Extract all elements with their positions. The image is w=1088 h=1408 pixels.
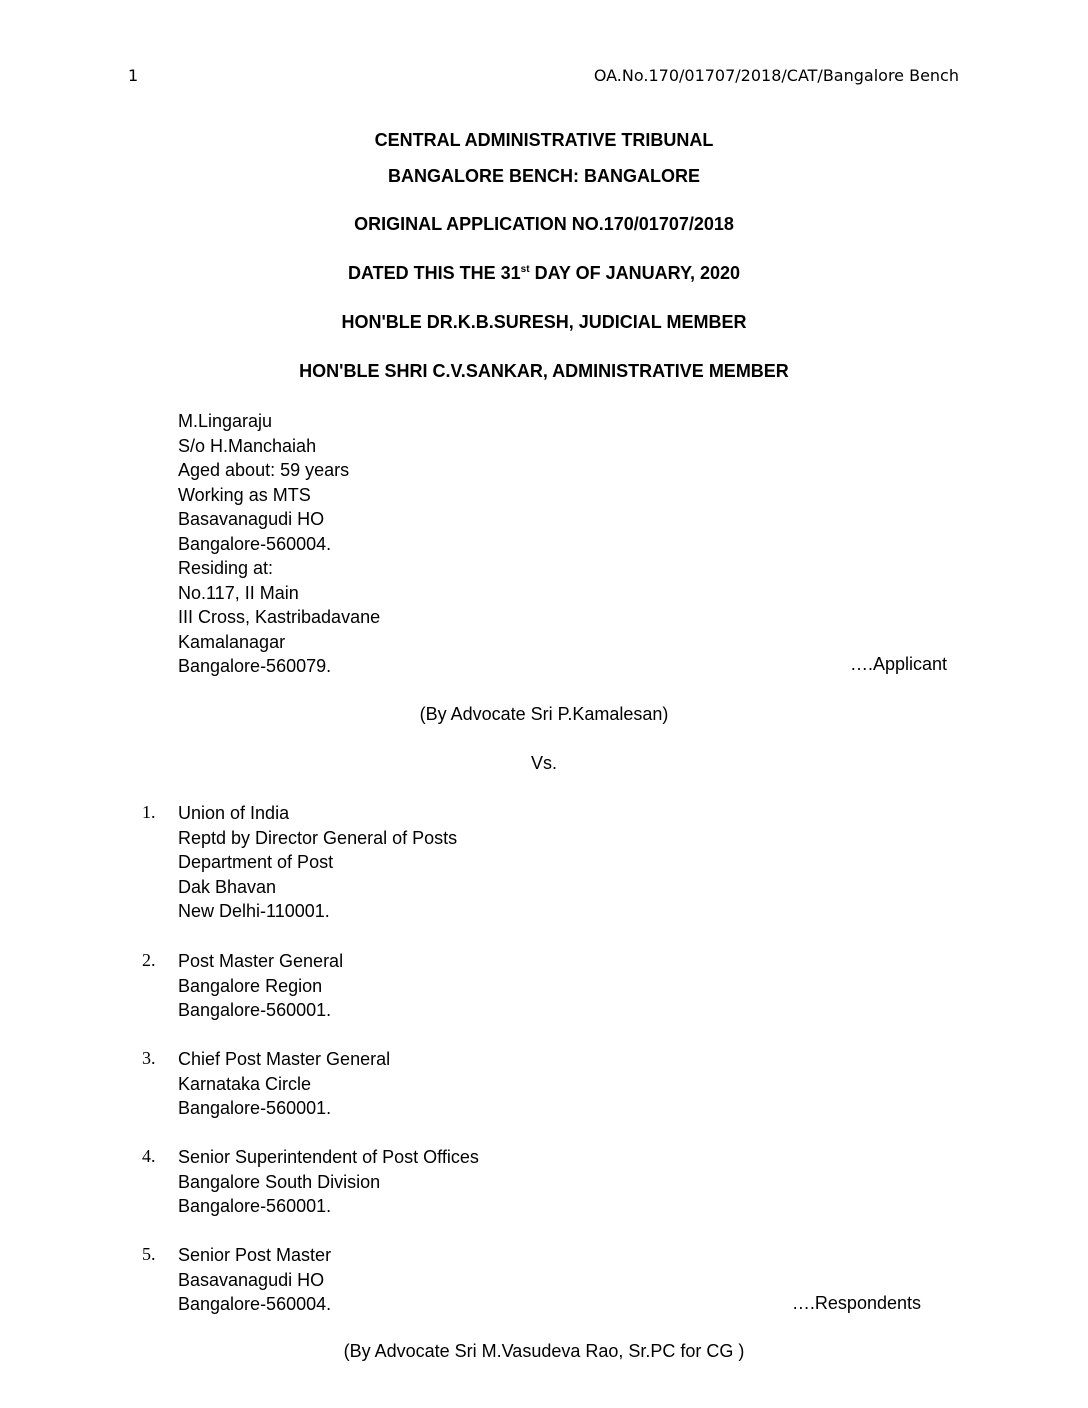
address-line: Bangalore-560001. [178, 1196, 332, 1216]
address-line: Basavanagudi HO [178, 1269, 325, 1290]
address-line: Karnataka Circle [178, 1073, 312, 1094]
address-line: Chief Post Master General [178, 1049, 391, 1069]
address-line: Aged about: 59 years [178, 460, 350, 480]
address-line: New Delhi-110001. [178, 901, 330, 921]
versus: Vs. [530, 753, 557, 773]
respondent-address [178, 1145, 479, 1219]
address-line: Union of India [178, 803, 290, 823]
address-line: Bangalore-560004. [178, 1294, 332, 1314]
address-line: Residing at: [178, 558, 274, 578]
bench-title: BANGALORE BENCH: BANGALORE [388, 166, 700, 186]
address-line: Bangalore-560004. [178, 533, 332, 554]
respondent-address [178, 1047, 390, 1121]
address-line: Bangalore-560001. [178, 1098, 332, 1118]
address-line: No.117, II Main [178, 582, 299, 603]
applicant-advocate: (By Advocate Sri P.Kamalesan) [419, 704, 669, 724]
address-line: Post Master General [178, 951, 344, 971]
address-line: III Cross, Kastribadavane [178, 607, 381, 627]
applicant-role: ….Applicant [849, 654, 947, 674]
dated-line [0, 263, 1088, 284]
applicant-address [178, 409, 380, 679]
address-line: Department of Post [178, 852, 334, 872]
application-number: ORIGINAL APPLICATION NO.170/01707/2018 [354, 214, 734, 234]
address-line: Basavanagudi HO [178, 509, 325, 529]
dated-prefix: DATED THIS THE 31 [347, 263, 521, 283]
address-line: M.Lingaraju [178, 411, 273, 431]
address-line: Senior Post Master [178, 1245, 332, 1265]
respondent-address [178, 1243, 331, 1317]
respondents-role: ….Respondents [791, 1293, 921, 1313]
case-reference: OA.No.170/01707/2018/CAT/Bangalore Bench [593, 66, 959, 85]
respondents-advocate: (By Advocate Sri M.Vasudeva Rao, Sr.PC for CG ) [343, 1341, 745, 1361]
address-line: Working as MTS [178, 484, 311, 505]
address-line: Bangalore South Division [178, 1171, 381, 1192]
respondent-number: 1. [142, 802, 156, 822]
address-line: Bangalore-560079. [178, 656, 332, 676]
tribunal-title: CENTRAL ADMINISTRATIVE TRIBUNAL [374, 130, 714, 150]
address-line: S/o H.Manchaiah [178, 435, 317, 456]
judicial-member: HON'BLE DR.K.B.SURESH, JUDICIAL MEMBER [341, 312, 747, 332]
address-line: Bangalore Region [178, 975, 323, 996]
respondent-number: 2. [142, 950, 156, 970]
dated-superscript: st [520, 264, 530, 275]
respondent-number: 5. [142, 1244, 156, 1264]
address-line: Reptd by Director General of Posts [178, 827, 458, 848]
respondent-number: 4. [142, 1146, 156, 1166]
administrative-member: HON'BLE SHRI C.V.SANKAR, ADMINISTRATIVE MEMBER [299, 361, 789, 381]
respondent-address [178, 949, 343, 1023]
address-line: Dak Bhavan [178, 876, 277, 897]
dated-suffix: DAY OF JANUARY, 2020 [529, 263, 740, 283]
page-number: 1 [128, 66, 139, 85]
address-line: Kamalanagar [178, 631, 286, 652]
address-line: Senior Superintendent of Post Offices [178, 1147, 479, 1167]
respondent-address [178, 801, 457, 924]
respondent-number: 3. [142, 1048, 156, 1068]
address-line: Bangalore-560001. [178, 1000, 332, 1020]
